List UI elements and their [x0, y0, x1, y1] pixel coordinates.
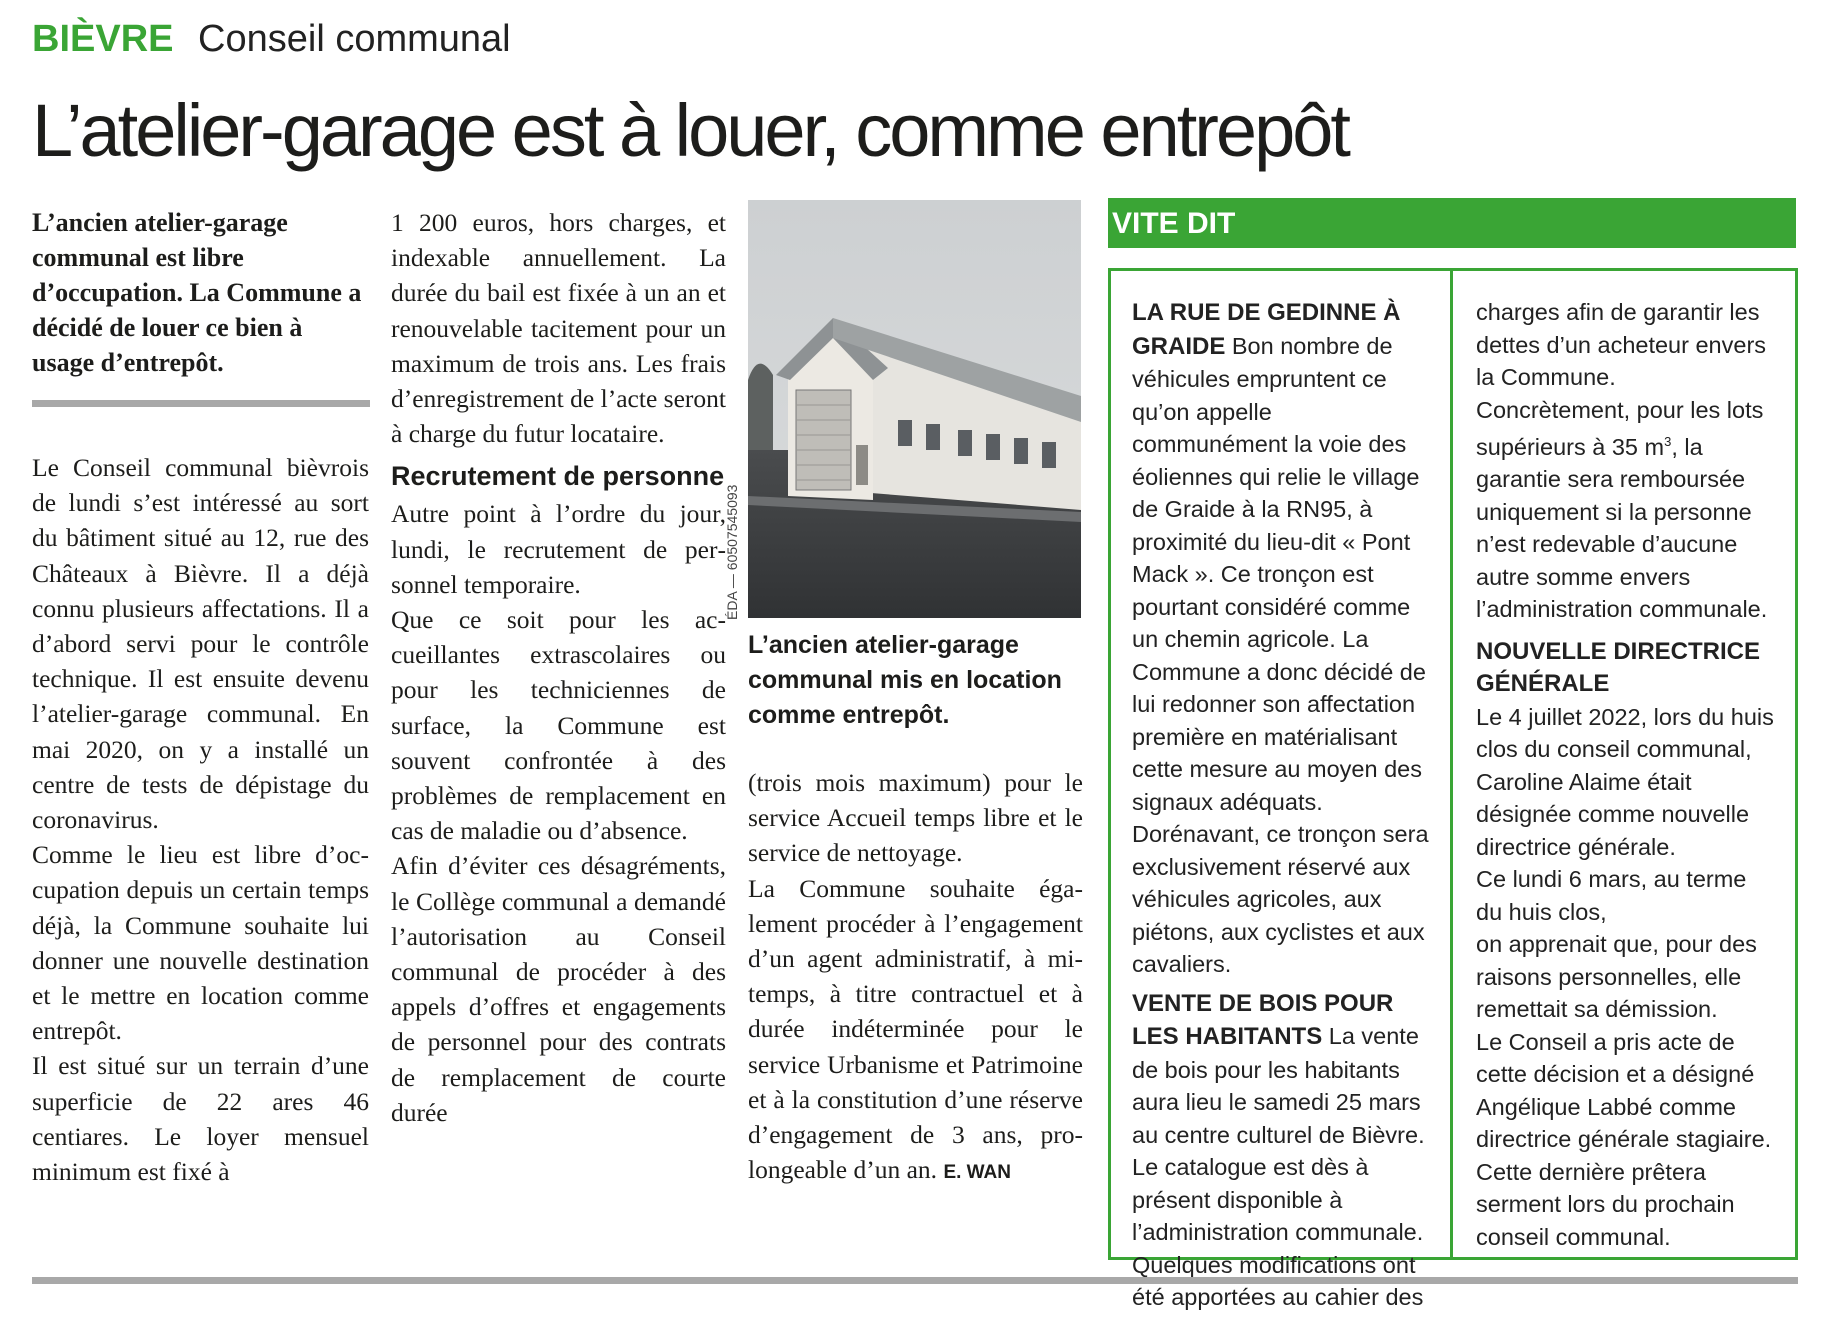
- brief-heading: NOUVELLE DIRECTRICE GÉNÉRALE: [1476, 637, 1761, 698]
- author-signature: E. WAN: [943, 1162, 1011, 1184]
- paragraph: Le Conseil communal bièvrois de lundi s’est intéressé au sort du bâtiment situé au 12, rue des Châteaux à Bièvre. Il a déjà connu plusieurs affectations. Il a d’abord servi pour le contrôle technique. Il est ensuite devenu l’atelier-garage communal. En mai 2020, on y a installé un centre de tests de dépistage du coronavirus.: [32, 453, 369, 835]
- article-lead: L’ancien atelier-garage communal est libre d’occupation. La Commune a décidé de louer ce bien à usage d’entrepôt.: [32, 208, 362, 377]
- paragraph: (trois mois maximum) pour le service Accueil temps libre et le service de nettoyage.: [748, 768, 1083, 868]
- brief-item: VENTE DE BOIS POUR LES HABITANTS La vente de bois pour les habitants aura lieu le samedi 25 mars au centre culturel de Bièvre. Le catalogue est dès à présent disponible à l’administration communale. Quelques modifications ont été apportées au cahier des: [1132, 989, 1425, 1310]
- brief-heading: LA RUE DE GEDINNE À GRAIDE: [1132, 299, 1401, 360]
- paragraph: Afin d’éviter ces désagréments, le Collège communal a demandé l’autorisation au Conseil communal de procéder à des appels d’offres et engagements de personnel pour des contrats de remplacement de courte durée: [391, 851, 726, 1127]
- vite-dit-column-divider: [1450, 268, 1453, 1260]
- rubric-label: Conseil communal: [198, 18, 511, 60]
- paragraph: Il est situé sur un terrain d’une superficie de 22 ares 46 centiares. Le loyer mensuel minimum est fixé à: [32, 1051, 369, 1187]
- article-subhead: Recrutement de personne: [391, 461, 725, 492]
- paragraph: Ce lundi 6 mars, au terme du huis clos,: [1476, 866, 1747, 925]
- article-column-2: [391, 205, 726, 1130]
- section-kicker: [32, 18, 511, 61]
- paragraph: Le Conseil a pris acte de cette décision et a désigné Angélique Labbé comme directrice générale stagiaire.: [1476, 1028, 1772, 1153]
- brief-heading: VENTE DE BOIS POUR LES HABITANTS: [1132, 989, 1394, 1050]
- article-column-1: [32, 450, 369, 1189]
- brief-item: LA RUE DE GEDINNE À GRAIDE Bon nombre de véhicules empruntent ce qu’on appelle communément la voie des éoliennes qui relie le village de Graide à la RN95, à proximité du lieu-dit « Pont Mack ». Ce tronçon est pourtant considéré comme un chemin agricole. La Commune a donc décidé de lui redonner son affectation première en matérialisant cette mesure au moyen des signaux adéquats. Dorénavant, ce tronçon sera exclusivement réservé aux véhicules agricoles, aux piétons, aux cyclistes et aux cavaliers.: [1132, 299, 1429, 977]
- lead-divider: [32, 400, 370, 407]
- vite-dit-column-1: [1132, 296, 1432, 1314]
- vite-dit-title: VITE DIT: [1112, 207, 1236, 240]
- paragraph: on apprenait que, pour des raisons personnelles, elle remettait sa démission.: [1476, 931, 1757, 1023]
- paragraph: Autre point à l’ordre du jour, lundi, le recrutement de personnel temporaire.: [391, 499, 726, 599]
- paragraph: Cette dernière prêtera serment lors du prochain conseil communal.: [1476, 1158, 1735, 1250]
- photo-credit: ÉDA — 60507545093: [724, 484, 740, 620]
- brief-continuation: charges afin de garantir les dettes d’un acheteur envers la Commune. Concrètement, pour les lots supérieurs à 35 $m^3$, la garantie sera remboursée uniquement si la personne n’est redevable d’aucune autre somme envers l’administration communale.: [1476, 299, 1768, 623]
- vite-dit-header: [1108, 198, 1796, 248]
- bottom-divider: [32, 1277, 1798, 1284]
- article-headline: L’atelier-garage est à louer, comme entrepôt: [32, 89, 1348, 172]
- vite-dit-column-2: [1476, 296, 1776, 1253]
- paragraph: Comme le lieu est libre d’occupation depuis un certain temps déjà, la Commune souhaite lui donner une nouvelle destination et le mettre en location comme entrepôt.: [32, 840, 369, 1046]
- garage-photo: [748, 200, 1081, 618]
- paragraph: 1 200 euros, hors charges, et indexable annuellement. La durée du bail est fixée à un an et renouvelable tacitement pour un maximum de trois ans. Les frais d’enregistrement de l’acte seront à charge du futur locataire.: [391, 208, 726, 449]
- article-column-3: [748, 765, 1083, 1190]
- paragraph: Le 4 juillet 2022, lors du huis clos du conseil communal, Caroline Alaime était désignée comme nouvelle directrice générale.: [1476, 703, 1774, 860]
- photo-caption: L’ancien atelier-garage communal mis en location comme entrepôt.: [748, 631, 1062, 729]
- paragraph: La Commune souhaite également procéder à l’engagement d’un agent administratif, à mi-temps, à titre contractuel et à durée indéterminée pour le service Urbanisme et Patrimoine et à la constitution d’une réserve d’engagement de 3 ans, prolongeable d’un an. E. WAN: [748, 873, 1083, 1185]
- location-label: BIÈVRE: [32, 18, 174, 60]
- paragraph: Que ce soit pour les accueillantes extrascolaires ou pour les techniciennes de surface, la Commune est souvent confrontée à des problèmes de remplacement en cas de maladie ou d’absence.: [391, 605, 726, 846]
